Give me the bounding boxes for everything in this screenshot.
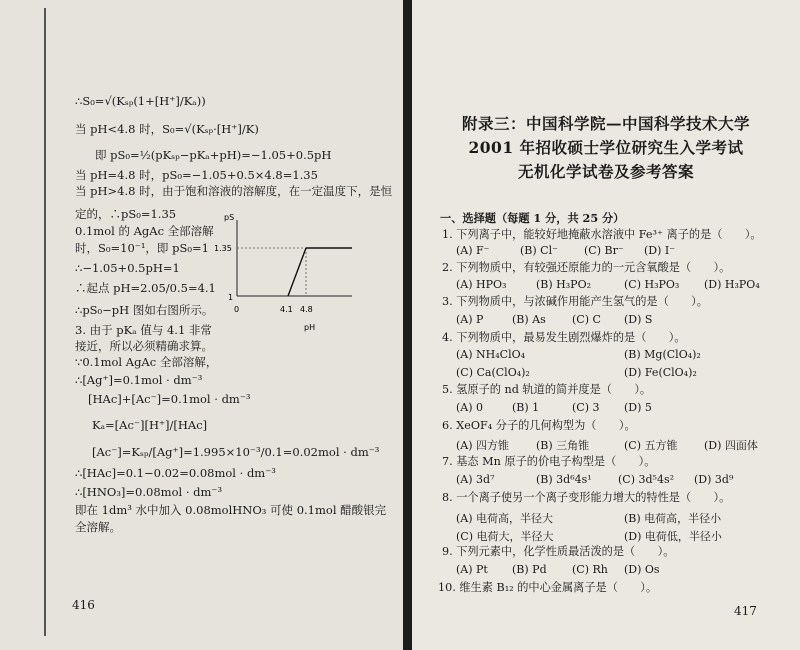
graph-rising-line [288,248,306,296]
option: (B) 3d⁶4s¹ [536,473,592,486]
text-line: 当 pH=4.8 时，pS₀=−1.05+0.5×4.8=1.35 [75,168,318,182]
question: 4. 下列物质中，最易发生剧烈爆炸的是（ ）。 [442,331,686,344]
question: 5. 氢原子的 nd 轨道的简并度是（ ）。 [442,383,652,396]
option: (D) 3d⁹ [694,473,734,486]
question: 3. 下列物质中，与浓碱作用能产生氢气的是（ ）。 [442,295,708,308]
option: (C) Rh [572,563,608,576]
graph-x-tick: 4.1 [280,305,293,314]
page-number: 417 [734,604,757,618]
option: (D) H₃PO₄ [704,278,760,291]
text-line: ∴[HNO₃]=0.08mol · dm⁻³ [75,485,223,499]
option: (D) Fe(ClO₄)₂ [624,366,697,379]
option: (A) 四方锥 [456,439,510,452]
text-line: ∴[HAc]=0.1−0.02=0.08mol · dm⁻³ [75,466,276,480]
text-line: 定的，∴pS₀=1.35 [75,207,177,221]
option: (D) 5 [624,401,652,414]
text-line: ∴起点 pH=2.05/0.5=4.1 [75,281,216,295]
option: (C) Ca(ClO₄)₂ [456,366,530,379]
option: (C) Br⁻ [584,244,624,257]
option: (B) 电荷高，半径小 [624,512,722,525]
option: (D) S [624,313,653,326]
question: 6. XeOF₄ 分子的几何构型为（ ）。 [442,419,636,432]
option: (A) 0 [456,401,484,414]
option: (A) NH₄ClO₄ [456,348,526,361]
right-page [412,0,800,650]
title-line: 无机化学试卷及参考答案 [517,162,694,181]
option: (D) 电荷低，半径小 [624,530,722,543]
option: (B) H₃PO₂ [536,278,591,291]
graph-y-label: pS [224,213,235,222]
question: 8. 一个离子使另一个离子变形能力增大的特性是（ ）。 [442,491,731,504]
graph-y-tick: 1.35 [214,244,232,253]
text-line: 当 pH<4.8 时，S₀=√(Kₛₚ·[H⁺]/K) [75,122,259,136]
text-line: 即在 1dm³ 水中加入 0.08molHNO₃ 可使 0.1mol 醋酸银完 [75,503,387,517]
text-line: ∵0.1mol AgAc 全部溶解， [75,355,218,369]
option: (B) 1 [512,401,540,414]
option: (B) Pd [512,563,547,576]
option: (C) 3d⁵4s² [618,473,674,486]
option: (C) 电荷大，半径大 [456,530,554,543]
text-line: ∴S₀=√(Kₛₚ(1+[H⁺]/Kₐ)) [75,94,206,108]
option: (A) Pt [456,563,488,576]
title-line: 2001 年招收硕士学位研究生入学考试 [468,138,744,157]
text-line: 0.1mol 的 AgAc 全部溶解 [75,224,214,238]
text-line: Kₐ=[Ac⁻][H⁺]/[HAc] [92,418,208,432]
option: (B) Cl⁻ [520,244,558,257]
text-line: [HAc]+[Ac⁻]=0.1mol · dm⁻³ [88,392,251,406]
text-line: 全溶解。 [75,520,121,534]
text-line: 即 pS₀=½(pKₛₚ−pKₐ+pH)=−1.05+0.5pH [95,148,332,162]
question: 10. 维生素 B₁₂ 的中心金属离子是（ ）。 [438,581,658,594]
option: (A) 电荷高，半径大 [456,512,554,525]
graph-x-tick: 4.8 [300,305,313,314]
option: (C) 五方锥 [624,439,678,452]
option: (B) Mg(ClO₄)₂ [624,348,701,361]
graph-x-label: pH [304,323,316,332]
option: (B) 三角锥 [536,439,590,452]
page-border [44,8,46,636]
ps-ph-graph [214,212,354,336]
option: (A) HPO₃ [456,278,507,291]
graph-y-tick: 1 [228,293,234,302]
option: (A) P [456,313,484,326]
question: 1. 下列离子中，能较好地掩蔽水溶液中 Fe³⁺ 离子的是（ ）。 [442,228,762,241]
page-number: 416 [72,598,95,612]
text-line: 当 pH>4.8 时，由于饱和溶液的溶解度，在一定温度下，是恒 [75,184,393,198]
text-line: ∴[Ag⁺]=0.1mol · dm⁻³ [75,373,203,387]
text-line: 3. 由于 pKₐ 值与 4.1 非常 [75,323,212,337]
option: (C) C [572,313,601,326]
text-line: 接近，所以必须精确求算。 [75,339,213,353]
text-line: [Ac⁻]=Kₛₚ/[Ag⁺]=1.995×10⁻³/0.1=0.02mol · dm⁻³ [92,445,380,459]
option: (A) 3d⁷ [456,473,495,486]
question: 9. 下列元素中，化学性质最活泼的是（ ）。 [442,545,675,558]
section-heading: 一、选择题（每题 1 分，共 25 分） [440,211,625,225]
option: (D) I⁻ [644,244,676,257]
option: (D) 四面体 [704,439,758,452]
graph-x-tick: 0 [234,305,240,314]
text-line: 时，S₀=10⁻¹，即 pS₀=1 [75,241,209,255]
question: 2. 下列物质中，有较强还原能力的一元含氧酸是（ ）。 [442,261,731,274]
text-line: ∴−1.05+0.5pH=1 [75,261,180,275]
question: 7. 基态 Mn 原子的价电子构型是（ ）。 [442,455,656,468]
option: (A) F⁻ [456,244,490,257]
text-line: ∴pS₀−pH 图如右图所示。 [75,303,214,317]
option: (D) Os [624,563,660,576]
option: (C) H₃PO₃ [624,278,680,291]
option: (C) 3 [572,401,600,414]
option: (B) As [512,313,546,326]
title-line: 附录三：中国科学院—中国科学技术大学 [461,114,750,133]
